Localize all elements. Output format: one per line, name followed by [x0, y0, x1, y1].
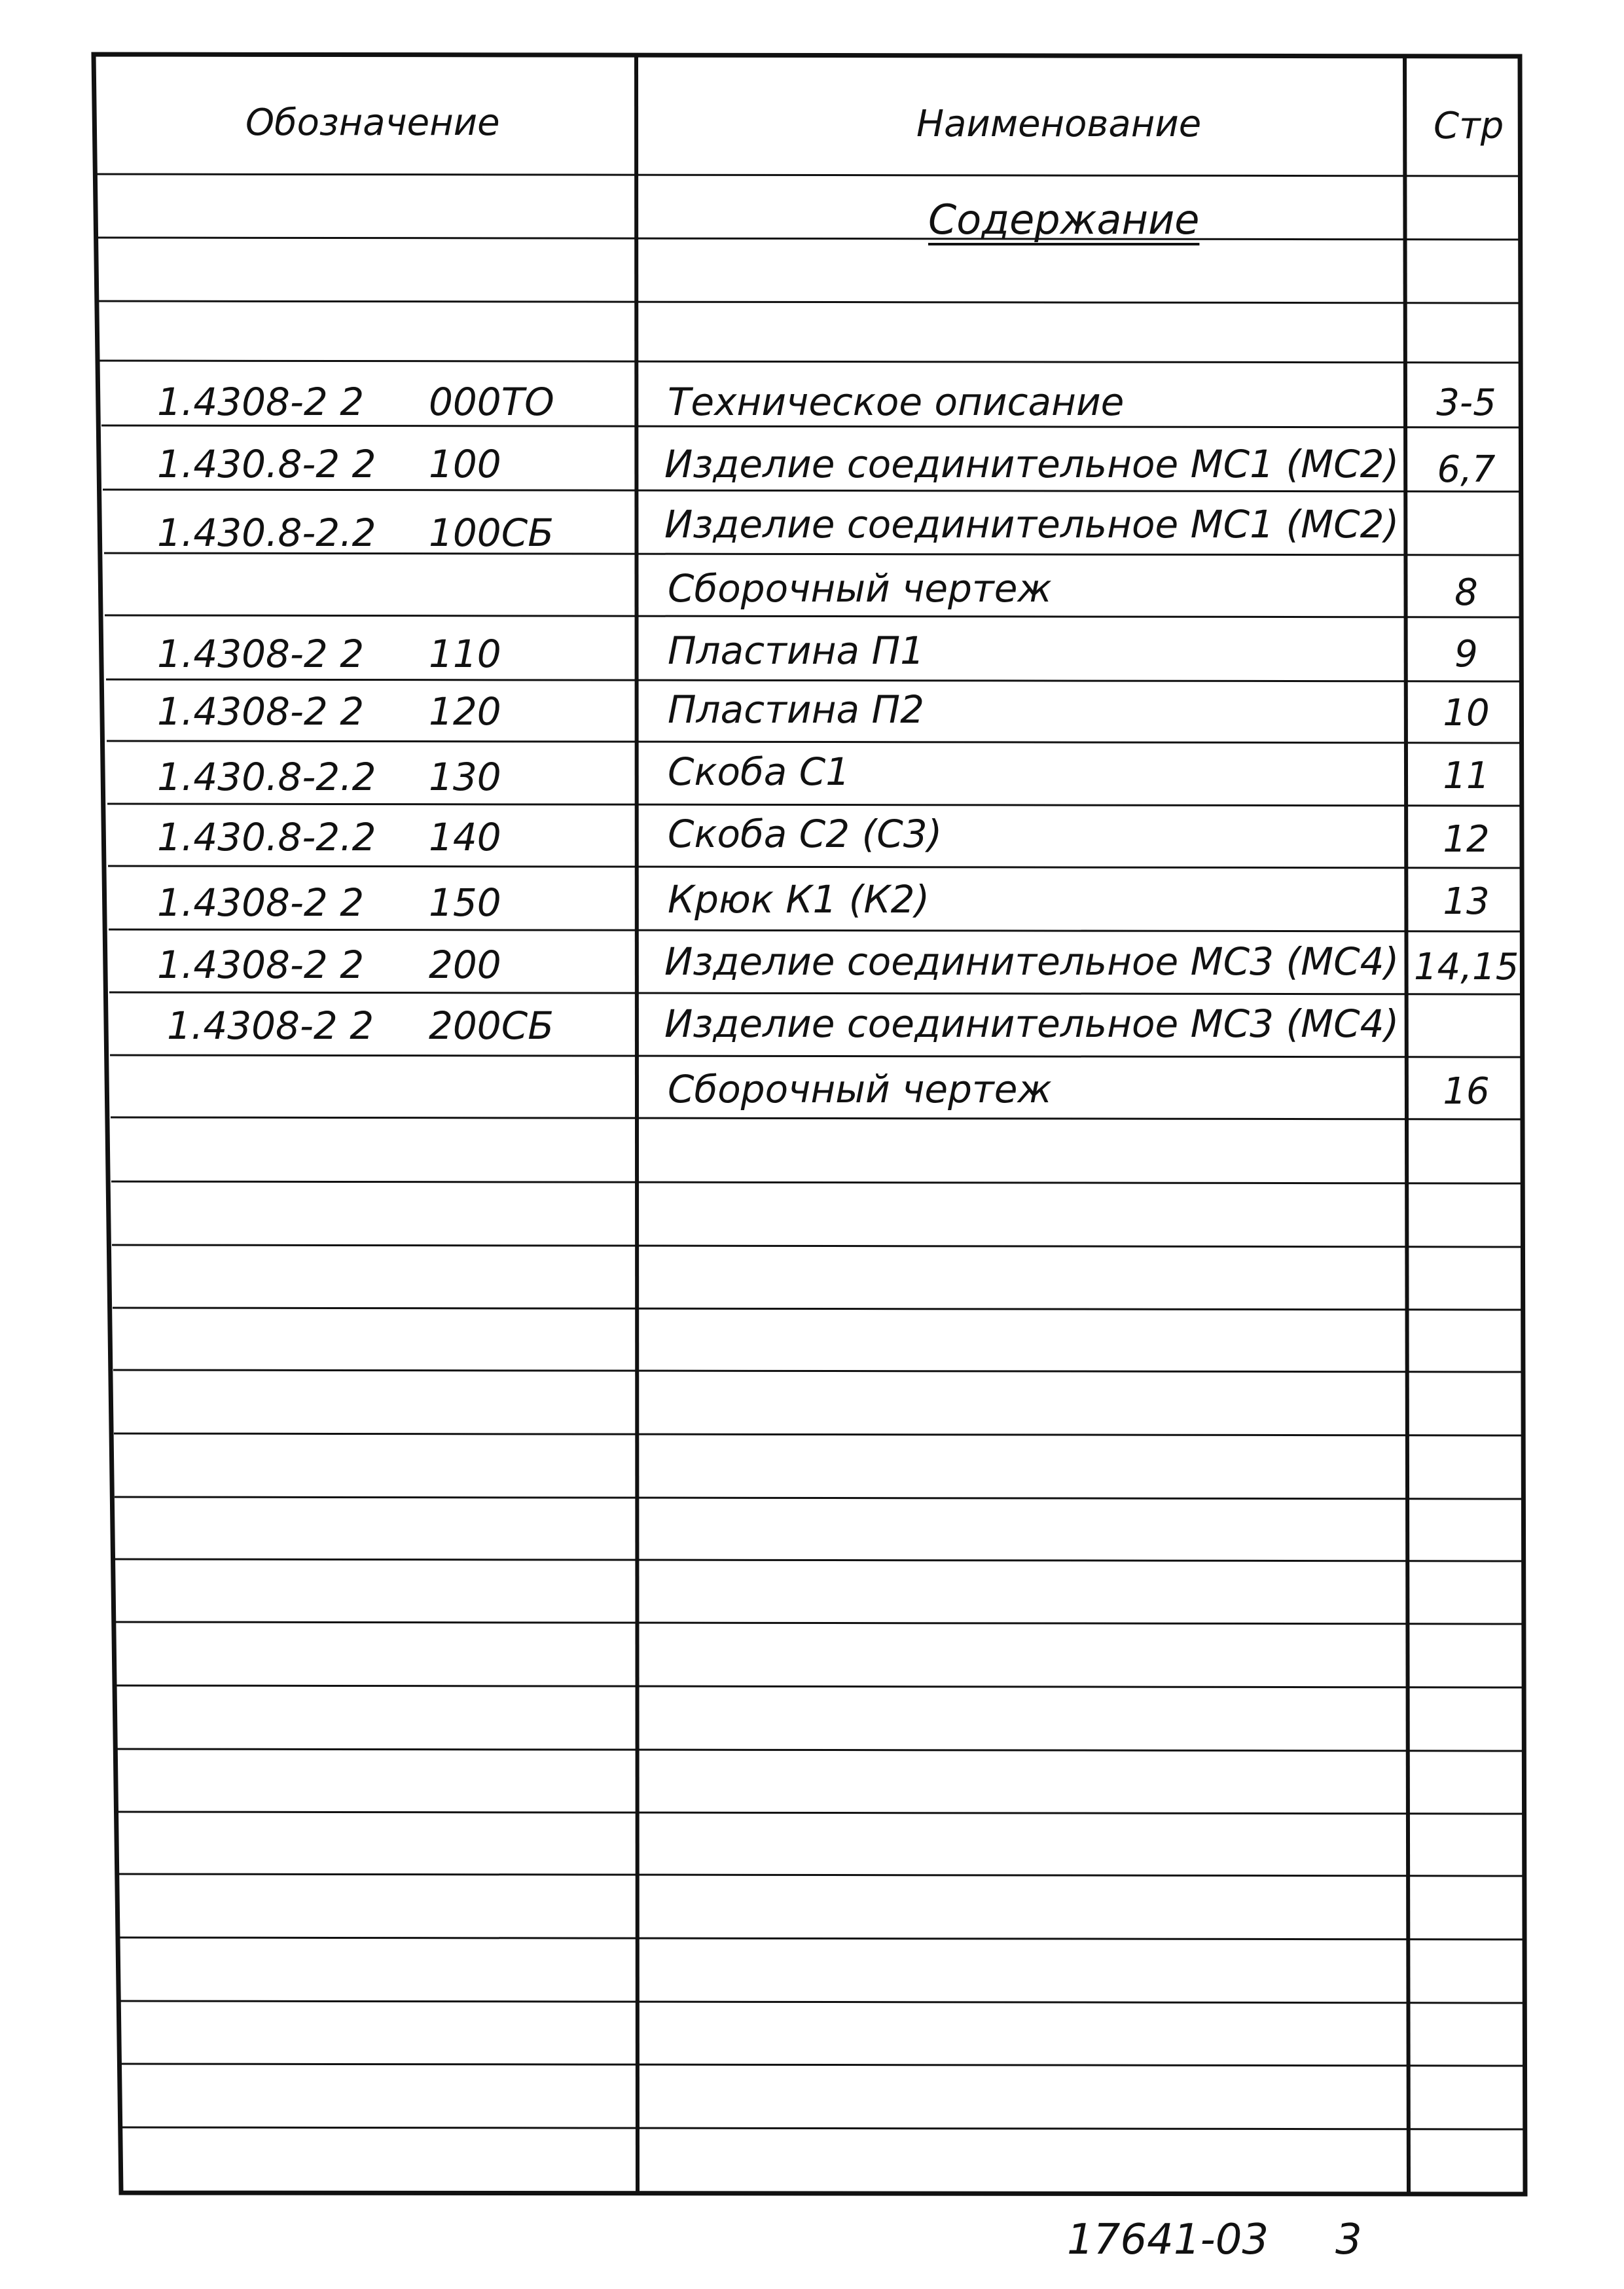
- row-name: Пластина П2: [668, 687, 925, 732]
- row-designation: 1.430.8-2.2: [157, 755, 376, 799]
- row-name: Скоба С2 (С3): [668, 812, 943, 856]
- document-number: 17641-03: [1067, 2216, 1269, 2264]
- column-divider-1: [636, 56, 638, 2193]
- row-designation: 1.4308-2 2: [157, 632, 365, 676]
- row-page: 10: [1443, 692, 1490, 734]
- row-page: 16: [1443, 1070, 1490, 1113]
- row-name: Изделие соединительное МС1 (МС2): [664, 502, 1399, 547]
- row-page: 8: [1454, 571, 1478, 614]
- row-page: 13: [1443, 880, 1490, 923]
- row-name: Сборочный чертеж: [668, 1067, 1052, 1111]
- row-name: Изделие соединительное МС1 (МС2): [664, 442, 1399, 486]
- row-page: 11: [1443, 755, 1490, 797]
- row-code: 110: [429, 632, 501, 676]
- row-code: 000ТО: [429, 380, 554, 424]
- header-page: Стр: [1434, 105, 1504, 147]
- row-name: Сборочный чертеж: [668, 566, 1052, 611]
- row-code: 130: [429, 755, 501, 799]
- row-code: 100СБ: [429, 511, 554, 555]
- row-code: 200: [429, 943, 501, 987]
- row-page: 14,15: [1414, 946, 1519, 988]
- row-designation: 1.4308-2 2: [157, 689, 365, 734]
- row-designation: 1.430.8-2 2: [157, 442, 376, 486]
- row-page: 6,7: [1437, 448, 1496, 491]
- row-designation: 1.4308-2 2: [167, 1003, 374, 1048]
- row-code: 200СБ: [429, 1003, 554, 1048]
- row-designation: 1.430.8-2.2: [157, 511, 376, 555]
- row-designation: 1.430.8-2.2: [157, 815, 376, 859]
- row-name: Изделие соединительное МС3 (МС4): [664, 1001, 1399, 1046]
- row-page: 3-5: [1436, 382, 1496, 424]
- row-name: Изделие соединительное МС3 (МС4): [664, 939, 1399, 984]
- column-divider-2: [1405, 56, 1409, 2194]
- row-name: Скоба С1: [668, 749, 850, 794]
- row-code: 100: [429, 442, 501, 486]
- row-name: Крюк К1 (К2): [668, 877, 930, 922]
- row-designation: 1.4308-2 2: [157, 943, 365, 987]
- row-page: 9: [1454, 633, 1478, 676]
- row-name: Техническое описание: [668, 380, 1125, 424]
- sheet-number: 3: [1335, 2216, 1362, 2264]
- table-frame: [94, 54, 1525, 2194]
- section-title: Содержание: [928, 196, 1200, 243]
- header-name: Наименование: [916, 103, 1202, 145]
- row-code: 120: [429, 689, 501, 734]
- row-designation: 1.4308-2 2: [157, 380, 365, 424]
- row-code: 140: [429, 815, 501, 859]
- header-designation: Обозначение: [245, 101, 500, 144]
- row-name: Пластина П1: [668, 628, 925, 673]
- row-designation: 1.4308-2 2: [157, 880, 365, 925]
- row-code: 150: [429, 880, 501, 925]
- row-page: 12: [1443, 818, 1490, 861]
